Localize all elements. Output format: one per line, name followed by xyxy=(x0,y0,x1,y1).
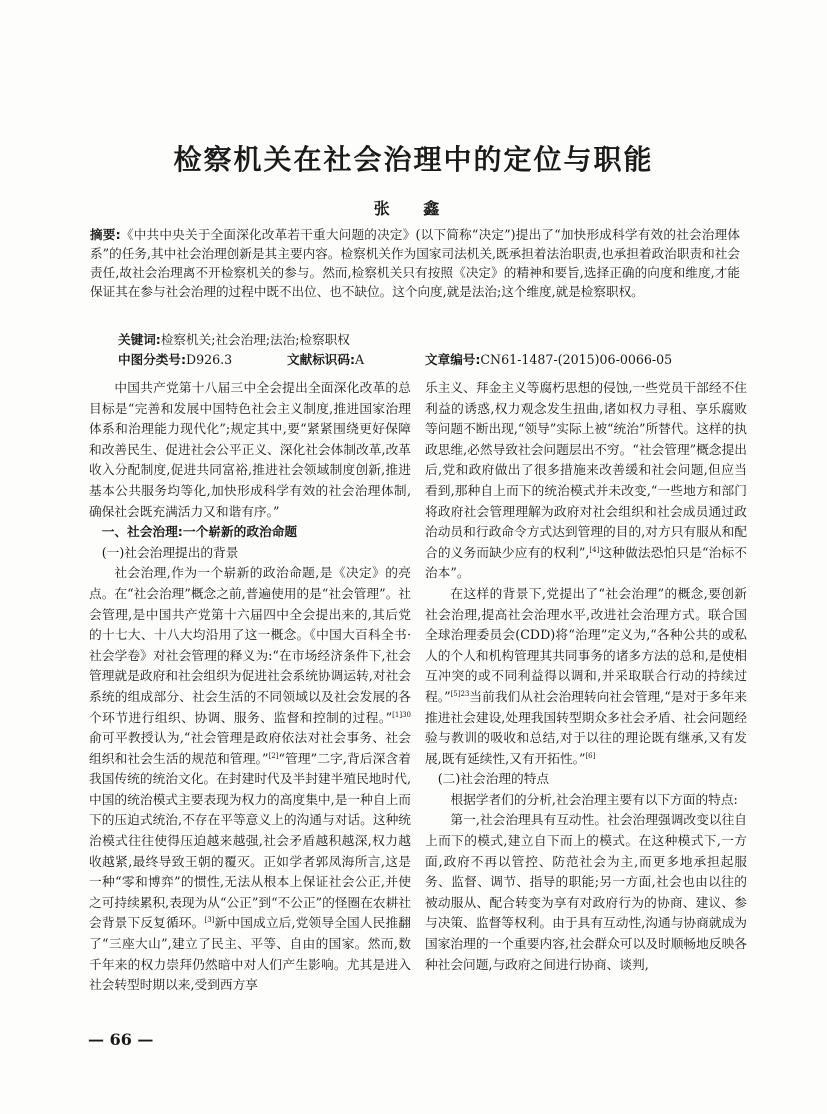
paragraph-text: 俞可平教授认为,“社会管理是政府依法对社会事务、社会组织和社会生活的规范和管理。” xyxy=(89,730,411,766)
article-no-label: 文章编号: xyxy=(425,352,481,367)
paragraph xyxy=(425,378,747,584)
section-heading: 一、社会治理:一个崭新的政治命题 xyxy=(101,524,298,540)
paragraph-text: 这种做法恐怕只是“治标不治本”。 xyxy=(425,544,747,581)
document-code xyxy=(287,349,364,368)
paragraph-text: 当前我们从社会治理转向社会管理,“是对于多年来推进社会建设,处理我国转型期众多社会矛盾、社会问题经验与教训的吸收和总结,对于以往的理论既有继承,又有发展,既有延续性,又有开拓性。” xyxy=(425,688,747,766)
paragraph-text: 新中国成立后,党领导全国人民推翻了“三座大山”,建立了民主、平等、自由的国家。然而,数千年来的权力崇拜仍然暗中对人们产生影响。尤其是进入社会转型时期以来,受到西方享 xyxy=(89,915,411,993)
abstract xyxy=(90,226,740,302)
paragraph-text: 乐主义、拜金主义等腐朽思想的侵蚀,一些党员干部经不住利益的诱惑,权力观念发生扭曲,诸如权力寻租、享乐腐败等问题不断出现,“领导”实际上被“统治”所替代。这样的执政思维,必然导致社会问题层出不穷。“社会管理”概念提出后,党和政府做出了很多措施来改善缓和社会问题,但应当看到,那种自上而下的统治模式并未改变,“一些地方和部门将政府社会管理理解为政府对社会组织和社会成员通过政治动员和行政命令方式达到管理的目的,对方只有服从和配合的义务而缺少应有的权利”, xyxy=(425,380,747,560)
article-author: 张 鑫 xyxy=(373,199,454,218)
paragraph-text: 在这样的背景下,党提出了“社会治理”的概念,要创新社会治理,提高社会治理水平,改进社会治理方式。联合国全球治理委员会(CDD)将“治理”定义为,“各种公共的或私人的个人和机构管理其共同事务的诸多方法的总和,是使相互冲突的或不同利益得以调和,并采取联合行动的持续过程。” xyxy=(425,585,747,704)
keywords-text: 检察机关;社会治理;法治;检察职权 xyxy=(160,332,350,347)
clc-number xyxy=(118,349,232,368)
paragraph xyxy=(425,584,747,769)
abstract-text: 《中共中央关于全面深化改革若干重大问题的决定》(以下简称“决定”)提出了“加快形成科学有效的社会治理体系”的任务,其中社会治理创新是其主要内容。检察机关作为国家司法机关,既承担着法治职责,也承担着政治职责和社会责任,故社会治理离不开检察机关的参与。然而,检察机关只有按照《决定》的精神和要旨,选择正确的向度和维度,才能保证其在参与社会治理的过程中既不出位、也不缺位。这个向度,就是法治;这个维度,就是检察职权。 xyxy=(90,227,740,299)
right-column xyxy=(425,378,747,975)
paragraph-text: 社会治理,作为一个崭新的政治命题,是《决定》的亮点。在“社会治理”概念之前,普遍使用的是“社会管理”。社会管理,是中国共产党第十六届四中全会提出来的,其后党的十七大、十八大均沿用了这一概念。《中国大百科全书·社会学卷》对社会管理的释义为:“在市场经济条件下,社会管理就是政府和社会组织为促进社会系统协调运转,对社会系统的组成部分、社会生活的不同领域以及社会发展的各个环节进行组织、协调、服务、监督和控制的过程。” xyxy=(89,565,411,725)
subsection-heading: (一)社会治理提出的背景 xyxy=(101,544,239,560)
paragraph xyxy=(89,563,411,995)
citation: [2] xyxy=(268,751,279,760)
abstract-label: 摘要: xyxy=(90,227,121,242)
doc-code-label: 文献标识码: xyxy=(287,352,356,367)
article-no-value: CN61-1487-(2015)06-0066-05 xyxy=(480,352,673,367)
citation: [5]23 xyxy=(450,689,470,698)
paragraph-text: “管理”二字,背后深含着我国传统的统治文化。在封建时代及半封建半殖民地时代,中国的统治模式主要表现为权力的高度集中,是一种自上而下的压迫式统治,不存在平等意义上的沟通与对话。这种统治模式往往使得压迫越来越强,社会矛盾越积越深,权力越收越紧,最终导致王朝的覆灭。正如学者郭凤海所言,这是一种“零和博弈”的惯性,无法从根本上保证社会公正,并使之可持续累积,表现为从“公正”到“不公正”的怪圈在农耕社会背景下反复循环。 xyxy=(89,750,411,931)
clc-label: 中图分类号: xyxy=(118,352,187,367)
paragraph: 中国共产党第十八届三中全会提出全面深化改革的总目标是“完善和发展中国特色社会主义制度,推进国家治理体系和治理能力现代化”;规定其中,要“紧紧围绕更好保障和改善民生、促进社会公平正义、深化社会体制改革,改革收入分配制度,促进共同富裕,推进社会领域制度创新,推进基本公共服务均等化,加快形成科学有效的社会治理体制,确保社会既充满活力又和谐有序。” xyxy=(89,380,411,519)
citation: [1]30 xyxy=(392,710,411,719)
subsection-heading: (二)社会治理的特点 xyxy=(437,771,550,787)
paragraph: 根据学者们的分析,社会治理主要有以下方面的特点: xyxy=(450,791,738,807)
citation: [6] xyxy=(585,751,596,760)
clc-value: D926.3 xyxy=(186,352,233,367)
left-column xyxy=(89,378,411,996)
page-number: — 66 — xyxy=(88,1030,154,1049)
citation: [3] xyxy=(204,916,215,925)
keywords-label: 关键词: xyxy=(118,332,161,347)
doc-code-value: A xyxy=(355,352,365,367)
paragraph: 第一,社会治理具有互动性。社会治理强调改变以往自上而下的模式,建立自下而上的模式。在这种模式下,一方面,政府不再以管控、防范社会为主,而更多地承担起服务、监督、调节、指导的职能;另一方面,社会也由以往的被动服从、配合转变为享有对政府行为的协商、建议、参与决策、监督等权利。由于具有互动性,沟通与协商就成为国家治理的一个重要内容,社会群众可以及时顺畅地反映各种社会问题,与政府之间进行协商、谈判, xyxy=(425,812,747,972)
keywords xyxy=(118,329,350,348)
citation: [4] xyxy=(589,545,600,554)
article-number xyxy=(425,349,672,368)
article-title: 检察机关在社会治理中的定位与职能 xyxy=(173,143,654,176)
